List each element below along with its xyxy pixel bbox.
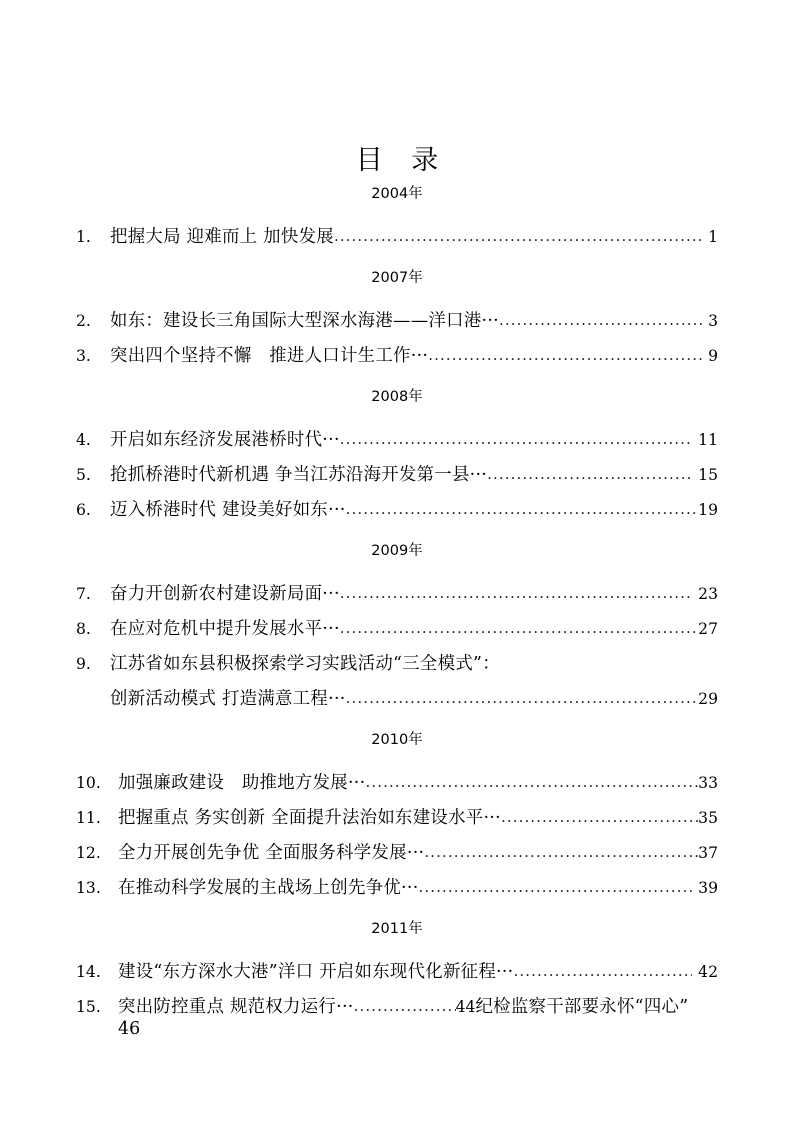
entry-page-number: 19 <box>698 501 718 519</box>
entry-number: 2. <box>76 312 91 330</box>
entry-number: 10. <box>76 774 101 792</box>
entry-number: 7. <box>76 585 91 603</box>
dot-leader <box>334 226 702 247</box>
year-heading-2008: 2008年 <box>371 389 423 405</box>
toc-entry[interactable] <box>76 570 718 605</box>
entry-page-number: 9 <box>708 347 718 365</box>
entry-number: 1. <box>76 228 91 246</box>
entry-title: 在推动科学发展的主战场上创先争优··· <box>118 878 419 898</box>
dot-leader <box>514 961 693 982</box>
year-heading-2011: 2011年 <box>371 921 423 937</box>
entry-page-number: 3 <box>708 312 718 330</box>
year-heading-2010: 2010年 <box>371 732 423 748</box>
entry-title-second-line: 创新活动模式 打造满意工程··· <box>110 689 346 709</box>
entry-title: 抢抓桥港时代新机遇 争当江苏沿海开发第一县··· <box>110 465 488 485</box>
toc-entry[interactable] <box>76 213 718 248</box>
entry-title: 江苏省如东县积极探索学习实践活动“三全模式”： <box>110 654 500 674</box>
dot-leader <box>428 345 702 366</box>
entry-title: 在应对危机中提升发展水平··· <box>110 619 340 639</box>
toc-entry[interactable] <box>76 451 718 486</box>
dot-leader <box>365 772 698 793</box>
dot-leader <box>346 688 699 709</box>
toc-entry[interactable] <box>76 829 718 864</box>
entry-number: 5. <box>76 466 91 484</box>
entry-page-number: 37 <box>698 844 718 862</box>
entry-title: 加强廉政建设 助推地方发展··· <box>118 773 366 793</box>
entry-title-second-line-row <box>76 675 718 710</box>
year-heading-2009: 2009年 <box>371 543 423 559</box>
entry-page-number: 35 <box>698 809 718 827</box>
dot-leader <box>501 807 698 828</box>
entry-page-number: 1 <box>708 228 718 246</box>
dot-leader <box>340 583 692 604</box>
entry-number: 4. <box>76 431 91 449</box>
toc-entry[interactable] <box>76 297 718 332</box>
entry-title: 开启如东经济发展港桥时代··· <box>110 430 340 450</box>
entry-number: 15. <box>76 998 101 1016</box>
entry-wrapped-page-number: 46 <box>118 1019 141 1039</box>
page-title: 目 录 <box>355 145 449 176</box>
entry-page-number: 11 <box>698 431 718 449</box>
entry-page-number: 44 <box>455 998 476 1016</box>
entry-title: 突出四个坚持不懈 推进人口计生工作··· <box>110 346 429 366</box>
entry-number: 8. <box>76 620 91 638</box>
entry-title: 如东：建设长三角国际大型深水海港——洋口港··· <box>110 311 499 331</box>
dot-leader <box>340 429 692 450</box>
toc-entry[interactable] <box>76 794 718 829</box>
toc-entry[interactable] <box>76 864 718 899</box>
toc-content <box>76 0 718 1040</box>
entry-page-number: 39 <box>698 879 718 897</box>
dot-leader <box>354 996 456 1017</box>
entry-title: 建设“东方深水大港”洋口 开启如东现代化新征程··· <box>118 962 514 982</box>
entry-number: 11. <box>76 809 101 827</box>
entry-page-number: 29 <box>698 690 718 708</box>
entry-title: 把握大局 迎难而上 加快发展 <box>110 227 334 247</box>
entry-page-number: 33 <box>698 774 718 792</box>
dot-leader <box>340 618 698 639</box>
entry-number: 13. <box>76 879 101 897</box>
toc-entry[interactable] <box>76 332 718 367</box>
entry-title: 迈入桥港时代 建设美好如东··· <box>110 500 346 520</box>
dot-leader <box>419 877 693 898</box>
toc-entry[interactable] <box>76 983 718 1040</box>
entry-number: 3. <box>76 347 91 365</box>
entry-title: 全力开展创先争优 全面服务科学发展··· <box>118 843 425 863</box>
toc-entry[interactable] <box>76 948 718 983</box>
entry-number: 6. <box>76 501 91 519</box>
entry-title: 把握重点 务实创新 全面提升法治如东建设水平··· <box>118 808 501 828</box>
dot-leader <box>346 499 699 520</box>
toc-entry[interactable] <box>76 759 718 794</box>
dot-leader <box>499 310 702 331</box>
toc-entry[interactable] <box>76 416 718 451</box>
dot-leader <box>424 842 698 863</box>
toc-entry[interactable] <box>76 640 718 710</box>
year-heading-2004: 2004年 <box>371 186 423 202</box>
entry-title: 奋力开创新农村建设新局面··· <box>110 584 340 604</box>
dot-leader <box>487 464 692 485</box>
toc-entry[interactable] <box>76 486 718 521</box>
entry-page-number: 15 <box>698 466 718 484</box>
entry-page-number: 23 <box>698 585 718 603</box>
entry-title: 突出防控重点 规范权力运行··· <box>118 997 354 1017</box>
entry-number: 14. <box>76 963 101 981</box>
toc-entry[interactable] <box>76 605 718 640</box>
entry-runon-text: 纪检监察干部要永怀“四心” <box>475 997 689 1017</box>
year-heading-2007: 2007年 <box>371 270 423 286</box>
entry-number: 12. <box>76 844 101 862</box>
entry-page-number: 42 <box>698 963 718 981</box>
entry-number: 9. <box>76 655 91 673</box>
entry-page-number: 27 <box>698 620 718 638</box>
